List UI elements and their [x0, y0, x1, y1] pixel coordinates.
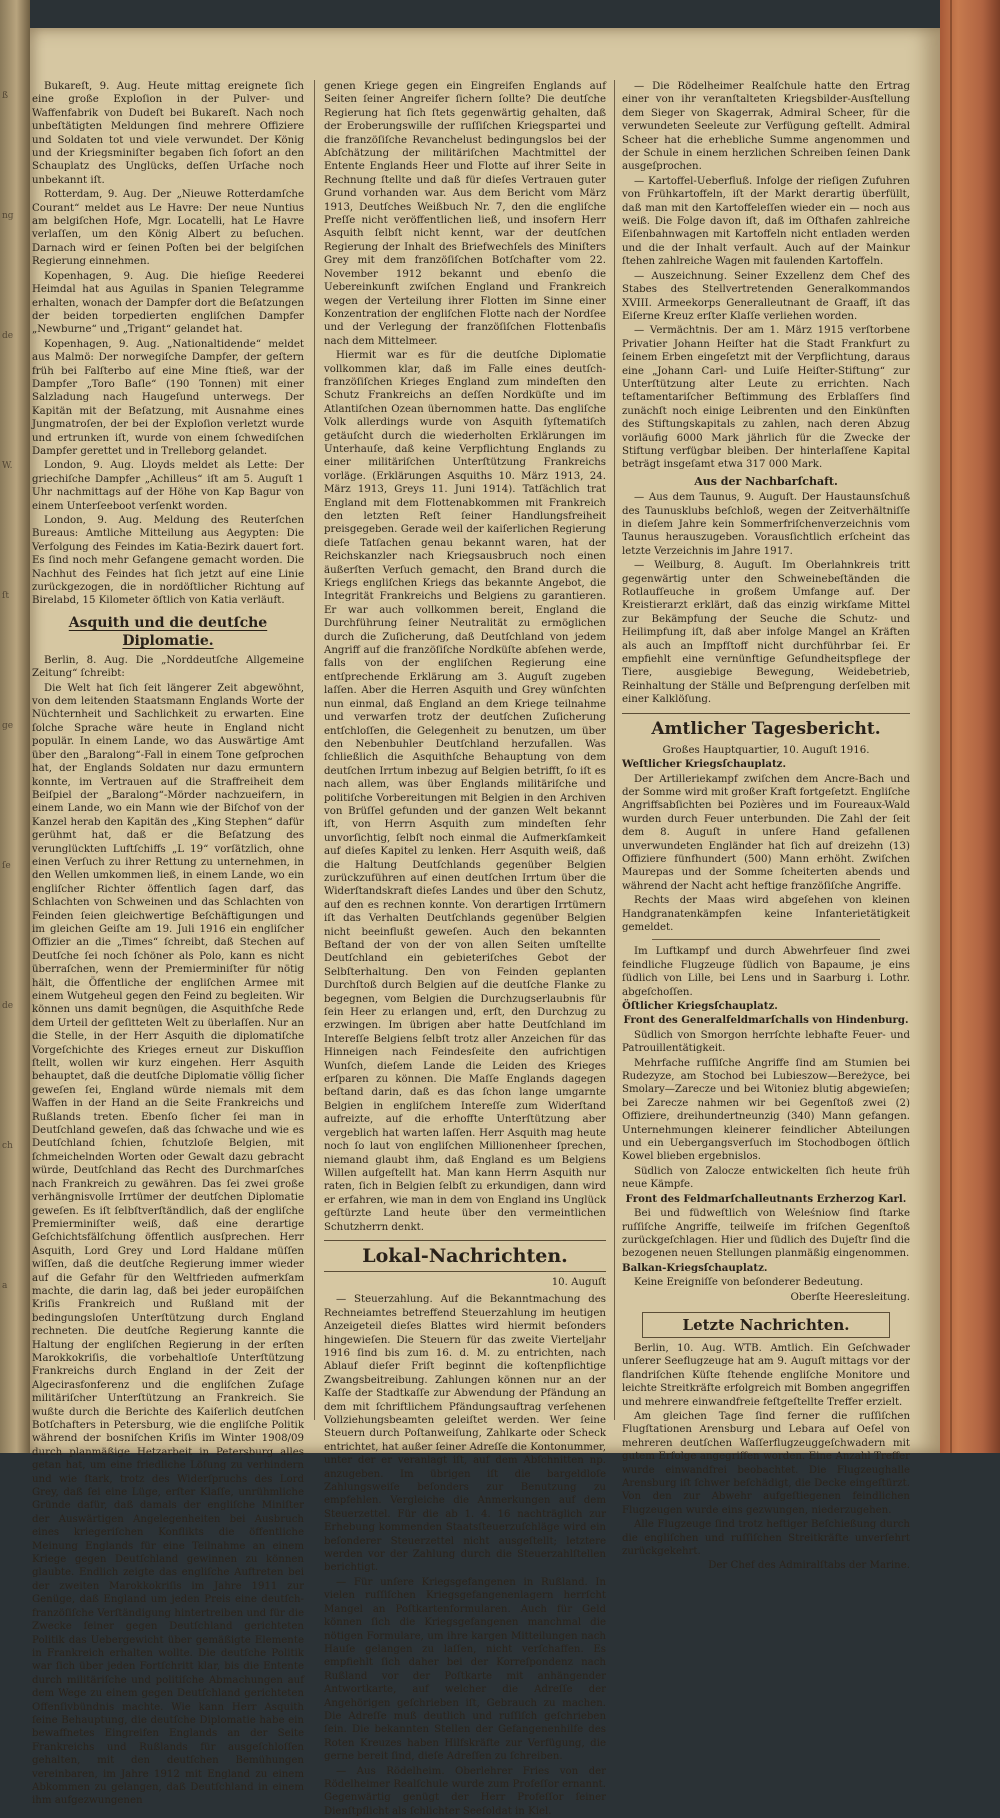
report-signature: Oberſte Heeresleitung. — [790, 1291, 910, 1303]
admiralty-signature: Der Chef des Admiralſtabs der Marine. — [708, 1560, 910, 1572]
adjacent-page-edge — [0, 0, 30, 1453]
report-paragraph: Keine Ereigniſſe von beſonderer Bedeutung. — [634, 1277, 864, 1289]
local-item: — Kartoffel-Ueberfluß. Infolge der rieſigen Zufuhren von Frühkartoffeln, iſt der Markt derartig überfüllt, daß man mit den Kartoffeleſſen wieder ein — noch aus weiß. Die Folge davon iſt, daß im Oſthafen zahlreiche Eiſenbahnwagen mit Kartoffeln nicht entladen werden und die der Inhalt verfault. Auch auf der Mainkur ſtehen zahlreiche Wagen mit faulenden Kartoffeln. — [622, 175, 910, 268]
local-item: — Steuerzahlung. Auf die Bekanntmachung des Rechneiamtes betreffend Steuerzahlung im heutigen Anzeigeteil dieſes Blattes wird hiermit beſonders hingewieſen. Die Steuern für das zweite Vierteljahr 1916 ſind bis zum 16. d. M. zu entrichten, nach Ablauf dieſer Friſt beginnt die koſtenpflichtige Zwangsbeitreibung. Zahlungen können nur an der Kaſſe der Stadtkaſſe zur Abwendung der Pfändung an dem mit ſchriftlichem Pfändungsauftrag verſehenen Vollziehungsbeamten geleiſtet werden. Wer ſeine Steuern durch Poſtanweiſung, Zahlkarte oder Scheck entrichtet, hat außer ſeiner Adreſſe die Kontonummer, unter der er veranlagt iſt, auf dem Abſchnitten np. anzugeben. Im übrigen iſt die bargeldloſe Zahlungsweiſe beſonders zur Benutzung zu empfehlen. Vergleiche die Anmerkungen auf dem Steuerzettel. Für die ab 1. 4. 16 nachträglich zur Erhebung kommenden Staatsſteuerzuſchläge wird ein beſonderer Steuerzettel nicht ausgeſtellt; letztere werden vor der Zahlung durch die Steuerzahlſtellen berichtigt. — [324, 1294, 606, 1574]
amtlicher-tagesbericht-headline: Amtlicher Tagesbericht. — [622, 713, 910, 740]
report-paragraph: Mehrfache ruſſiſche Angriffe ſind am Stumien bei Rudezyze, am Stochod bei Lubieszow—Bereżyce, bei Smolary—Zarecze und bei Witoniez blutig abgewieſen; bei Zarecze nahmen wir bei Gegenſtoß zwei (2) Offiziere, dreihundertneunzig (340) Mann gefangen. Unternehmungen kleinerer feindlicher Abteilungen und ein Uebergangsverſuch im Stochodbogen öſtlich Kowel blieben ergebnislos. — [622, 1057, 910, 1163]
neighborhood-item: — Aus dem Taunus, 9. Auguſt. Der Haustaunsſchuß des Taunusklubs beſchloß, wegen der Zeitverhältniſſe in dieſem Jahre kein Sommerfriſchenverzeichnis vom Taunus herauszugeben. Vorausſichtlich erſcheint das letzte Verzeichnis im Jahre 1917. — [622, 492, 910, 557]
edge-fragment: a — [2, 1281, 8, 1291]
report-paragraph: Südlich von Zalocze entwickelten ſich heute früh neue Kämpfe. — [622, 1165, 910, 1191]
report-paragraph: Südlich von Smorgon herrſchte lebhafte Feuer- und Patrouillentätigkeit. — [622, 1029, 910, 1055]
column-3 — [622, 80, 910, 1572]
report-paragraph: Der Artilleriekampf zwiſchen dem Ancre-Bach und der Somme wird mit großer Kraft fortgeſetzt. Engliſche Angriffsabſichten bei Pozières und im Foureaux-Wald wurden durch Feuer unterbunden. Die Zahl der ſeit dem 8. Auguſt in unſere Hand gefallenen unverwundeten Engländer hat ſich auf dreizehn (13) Offiziere fünfhundert (500) Mann erhöht. Zwiſchen Maurepas und der Somme ſcheiterten abends und während der Nacht acht heftige franzöſiſche Angriffe. — [622, 773, 910, 892]
news-item: Berlin, 10. Aug. WTB. Amtlich. Ein Geſchwader unſerer Seeflugzeuge hat am 9. Auguſt mittags vor der flandriſchen Küſte ſtehende engliſche Monitore und leichte Streitkräfte erfolgreich mit Bomben angegriffen und mehrere einwandfreie feſtgeſtellte Treffer erzielt. — [622, 1342, 910, 1408]
edge-fragment: ſe — [2, 861, 11, 871]
report-dateline: Großes Hauptquartier, 10. Auguſt 1916. — [662, 744, 870, 756]
lokal-headline: Lokal-Nachrichten. — [324, 1240, 606, 1272]
news-item: Kopenhagen, 9. Aug. „Nationaltidende“ meldet aus Malmö: Der norwegiſche Dampfer, der geſtern früh bei Falſterbo auf eine Mine ſtieß, war der Dampfer „Toro Baſle“ (190 Tonnen) mit einer Salzladung nach Haugeſund unterwegs. Der Kapitän mit der Beſatzung, mit Ausnahme eines Jungmatroſen, der bei der Exploſion verletzt wurde und ertrunken iſt, wurde von einem ſchwediſchen Dampfer gerettet und in Trelleborg gelandet. — [32, 338, 304, 457]
report-paragraph: Rechts der Maas wird abgeſehen von kleinen Handgranatenkämpfen keine Infanterietätigkeit gemeldet. — [622, 895, 910, 933]
column-rule — [614, 80, 615, 1420]
newspaper-page — [30, 28, 940, 1817]
news-item: Kopenhagen, 9. Aug. Die hieſige Reederei Heimdal hat aus Aguilas in Spanien Telegramme erhalten, wonach der Dampfer dort die Beſatzungen der beiden torpedierten engliſchen Dampfer „Newburne“ und „Trigant“ gelandet hat. — [32, 270, 304, 336]
local-item: — Vermächtnis. Der am 1. März 1915 verſtorbene Privatier Johann Heiſter hat die Stadt Frankfurt zu ſeinem Erben eingeſetzt mit der Verpflichtung, daraus eine „Johann Carl- und Luiſe Heiſter-Stiftung“ zur Unterſtützung alter Leute zu errichten. Nach teſtamentariſcher Beſtimmung des Erblaſſers ſind zunächſt noch einige Leibrenten und den Einkünften des Stiftungskapitals zu zahlen, nach deren Abzug vorläufig 6000 Mark jährlich für die Zwecke der Stiftung verfügbar bleiben. Der hinterlaſſene Kapital beträgt insgeſamt etwa 317 000 Mark. — [622, 325, 910, 471]
book-binding-spine — [940, 0, 1000, 1453]
column-2 — [324, 80, 606, 1817]
divider — [652, 939, 880, 940]
local-item: — Die Rödelheimer Realſchule hatte den Ertrag einer von ihr veranſtalteten Kriegsbilder-Ausſtellung dem Sieger von Skagerrak, Admiral Scheer, für die verwundeten Seeleute zur Verfügung geſtellt. Admiral Scheer hat die erhebliche Summe angenommen und der Schule in einem herzlichen Schreiben ſeinen Dank ausgeſprochen. — [622, 81, 910, 173]
edge-fragment: ſt — [2, 591, 9, 601]
news-item: Bukareſt, 9. Aug. Heute mittag ereignete ſich eine große Exploſion in der Pulver- und Waffenfabrik von Dudeſt bei Bukareſt. Nach noch unbeſtätigten Meldungen ſind mehrere Offiziere und Soldaten tot und viele verwundet. Der König und der Kriegsminiſter begaben ſich ſofort an den Schauplatz des Unglücks, deſſen Urſache noch unbekannt iſt. — [32, 81, 304, 186]
edge-fragment: ng — [2, 211, 14, 221]
local-item: — Aus Rödelheim. Oberlehrer Fries von der Rödelheimer Realſchule wurde zum Profeſſor ernannt. Gegenwärtig genügt der Herr Profeſſor ſeiner Dienſtpflicht als ſchlichter Seeſoldat in Kiel. — [324, 1765, 606, 1817]
local-item: — Auszeichnung. Seiner Exzellenz dem Chef des Stabes des Stellvertretenden Generalkommandos XVIII. Armeekorps Generalleutnant de Graaff, iſt das Eiſerne Kreuz erſter Klaſſe verliehen worden. — [622, 270, 910, 322]
edge-fragment: ß — [2, 91, 9, 101]
asquith-headline: Asquith und die deutſche Diplomatie. — [68, 614, 268, 649]
article-paragraph: genen Kriege gegen ein Eingreifen Englands auf Seiten ſeiner Angreifer ſichern ſollte? Die deutſche Regierung hat ſich ſtets gegenwärtig gehalten, daß der Eroberungswille der ruſſiſchen Kriegspartei und die franzöſiſche Revanchelust bedingungslos bei der Abſchätzung der militäriſchen Machtmittel der Entente Englands Heer und Flotte auf ihrer Seite in Rechnung ſtellte und daß für dieſes Vertrauen guter Grund vorhanden war. Aus dem Bericht vom März 1913, Deutſches Weißbuch Nr. 7, den die engliſche Preſſe nicht veröffentlichen ließ, und insofern Herr Asquith ſelbſt nicht kennt, war der deutſchen Regierung der Inhalt des Briefwechſels des Miniſters Grey mit dem franzöſiſchen Botſchafter vom 22. November 1912 bekannt und ebenſo die Uebereinkunft zwiſchen England und Frankreich wegen der Verteilung ihrer Flotten im Sinne einer Konzentration der engliſchen Flotte nach der Nordſee und der Verlegung der franzöſiſchen Flottenbaſis nach dem Mittelmeer. — [324, 81, 606, 347]
article-paragraph: Hiermit war es für die deutſche Diplomatie vollkommen klar, daß im Falle eines deutſch-franzöſiſchen Krieges England zum mindeſten den Schutz Frankreichs an deſſen Nordküſte und im Atlantiſchen Ozean übernommen hatte. Das engliſche Volk allerdings wurde von Asquith ſyſtematiſch getäuſcht durch die wiederholten Erklärungen im Unterhauſe, daß keine Verpflichtung Englands zu einer militäriſchen Unterſtützung Frankreichs vorläge. (Erklärungen Asquiths 10. März 1913, 24. März 1913, Greys 11. Juni 1914). Tatſächlich trat England mit dem Flottenabkommen mit Frankreich den letzten Reſt ſeiner Handlungsfreiheit preisgegeben. Gerade weil der kaiſerlichen Regierung dieſe Tatſachen genau bekannt waren, hat der Reichskanzler nach Kriegsausbruch noch einen äußerſten Verſuch gemacht, den Brand durch die Kriegs engliſchen Kriegs das bekannte Angebot, die Integrität Frankreichs und Belgiens zu garantieren. Er war auch vollkommen bereit, England die Durchführung ſeiner Neutralität zu ermöglichen durch die Zuſicherung, daß Deutſchland von jedem Angriff auf die franzöſiſche Nordküſte abſehen werde, falls von der engliſchen Regierung eine entſprechende Erklärung am 3. Auguſt zugeben laſſen. Aber die Herren Asquith und Grey wünſchten nun einmal, daß England an dem Kriege teilnahme und verwarfen trotz der deutſchen Zuſicherung entſchloſſen, die Gelegenheit zu benutzen, um über den Nebenbuhler Deutſchland herzufallen. Was ſchließlich die Asquithſche Behauptung von dem deutſchen Irrtum inbezug auf Belgien betrifft, ſo iſt es nach allem, was über Englands militäriſche und politiſche Vorbereitungen mit Belgien in den Archiven von Brüſſel gefunden und der ganzen Welt bekannt iſt, von Herrn Asquith zum mindeſten ſehr unvorſichtig, ſelbſt noch einmal die Aufmerkſamkeit auf dieſes Kapitel zu lenken. Herr Asquith weiß, daß die Haltung Deutſchlands gegenüber Belgien zurückzuführen auf einen deutſchen Irrtum über die Widerſtandskraft dieſes Landes und über den Schutz, auf den es rechnen konnte. Von derartigen Irrtümern iſt das Verhalten Deutſchlands gegenüber Belgien nicht beeinflußt geweſen. Auch den bekannten Beſtand der von der von allen Seiten umſtellte Deutſchland ein gebieteriſches Gebot der Selbſterhaltung. Den von Feinden geplanten Durchſtoß durch Belgien auf die deutſche Flanke zu begegnen, vom Belgien die Durchzugserlaubnis für ſein Heer zu erlangen und, erſt, den Durchzug zu erzwingen. Im übrigen aber hatte Deutſchland im Intereſſe Belgiens ſelbſt trotz aller Anzeichen für das Hinneigen nach Feindesſeite den aufrichtigen Wunſch, dieſem Lande die Leiden des Krieges erſparen zu können. Die Maſſe Englands dagegen beſtand darin, daß es das ſchon lange umgarnte Belgien in engliſchem Intereſſe zum Widerſtand aufreizte, auf die erhoffte Unterſtützung aber vergeblich hat warten laſſen. Herr Asquith mag heute noch ſo laut von engliſchen Millionenheer ſprechen, niemand glaubt ihm, daß England es um Belgiens Willen aufgeſtellt hat. Man kann Herrn Asquith nur raten, ſich in Belgien ſelbſt zu erkundigen, dann wird er erfahren, wie man in dem von England ins Unglück geſtürzte Land heute über den vermeintlichen Schutzherrn denkt. — [324, 350, 606, 1233]
neighborhood-item: — Weilburg, 8. Auguſt. Im Oberlahnkreis tritt gegenwärtig unter den Schweinebeſtänden die Rotlaufſeuche in großem Umfange auf. Der Kreistierarzt erklärt, daß das einzig wirkſame Mittel zur Bekämpfung der Seuche die Schutz- und Heilimpfung iſt, daß aber infolge Mangel an Kräften als auch an Impfſtoff nicht durchführbar ſei. Er empfiehlt eine vernünftige Geſundheitspflege der Tiere, ausgiebige Bewegung, Weidebetrieb, Reinhaltung der Ställe und Beſprengung derſelben mit einer Kalklöſung. — [622, 560, 910, 706]
nachbarschaft-headline: Aus der Nachbarſchaft. — [694, 474, 838, 488]
edge-fragment: de — [2, 331, 14, 341]
news-item: Am gleichen Tage ſind ferner die ruſſiſchen Flugſtationen Arensburg und Lebara auf Oeſel von mehreren deutſchen Waſſerflugzeuggeſchwadern mit gutem Erfolge angegriffen worden. Eine Anzahl Treffer wurde einwandfrei beobachtet. Die Flugzeughalle Arensburg iſt ſchwer beſchädigt, die Decke eingeſtürzt. Von den zur Abwehr aufgeſtiegenen feindlichen Flugzeugen wurde eins gezwungen, niederzugehen. — [622, 1410, 910, 1516]
report-paragraph: Bei und füdweſtlich von Weleśniow ſind ſtarke ruſſiſche Angriffe, teilweiſe im friſchen Gegenſtoß zurückgeſchlagen. Hier und ſüdlich des Dujeſtr ſind die bezogenen neuen Stellungen planmäßig eingenommen. — [622, 1208, 910, 1260]
karl-front-heading: Front des Feldmarſchalleutnants Erzherzog Karl. — [625, 1192, 907, 1205]
lokal-date: 10. Auguſt — [551, 1276, 606, 1288]
western-front-heading: Weſtlicher Kriegsſchauplatz. — [622, 758, 786, 771]
report-paragraph: Im Luftkampf und durch Abwehrfeuer ſind zwei feindliche Flugzeuge ſüdlich von Bapaume, je eins ſüdlich von Lille, bei Lens und in Saarburg i. Lothr. abgeſchoſſen. — [622, 946, 910, 998]
edge-fragment: de — [2, 1001, 14, 1011]
news-item: London, 9. Aug. Meldung des Reuterſchen Bureaus: Amtliche Mitteilung aus Aegypten: Die Verfolgung des Feindes im Katia-Bezirk dauert fort. Es ſind noch mehr Gefangene gemacht worden. Die Nachhut des Feindes hat ſich jetzt auf eine Linie zurückgezogen, die in nordöſtlicher Richtung auf Birelabd, 15 Kilometer öſtlich von Katia verläuft. — [32, 515, 304, 607]
eastern-front-heading: Öſtlicher Kriegsſchauplatz. — [622, 1000, 778, 1012]
edge-fragment: W. — [2, 461, 13, 471]
letzte-nachrichten-headline: Letzte Nachrichten. — [642, 1312, 890, 1338]
news-item: Rotterdam, 9. Aug. Der „Nieuwe Rotterdamſche Courant“ meldet aus Le Havre: Der neue Nuntius am belgiſchen Hofe, Mgr. Locatelli, hat Le Havre verlaſſen, um den König Albert zu beſuchen. Darnach wird er ſeinen Poſten bei der belgiſchen Regierung einnehmen. — [32, 189, 304, 268]
hindenburg-front-heading: Front des Generalfeldmarſchalls von Hindenburg. — [623, 1014, 909, 1027]
balkan-heading: Balkan-Kriegsſchauplatz. — [622, 1261, 768, 1274]
column-rule — [314, 80, 315, 1420]
news-item: London, 9. Aug. Lloyds meldet als Lette: Der griechiſche Dampfer „Achilleus“ iſt am 5. Auguſt 1 Uhr nachmittags auf der Höhe von Kap Bagur von einem Unterſeeboot verſenkt worden. — [32, 460, 304, 512]
article-paragraph: Berlin, 8. Aug. Die „Norddeutſche Allgemeine Zeitung“ ſchreibt: — [32, 654, 304, 680]
article-paragraph: Die Welt hat ſich ſeit längerer Zeit abgewöhnt, von dem leitenden Staatsmann Englands Worte der Nüchternheit und Sachlichkeit zu erwarten. Eine ſolche Sprache wäre heute in England nicht populär. In einem Lande, wo das Auswärtige Amt über den „Baralong“-Fall in einem Tone geſprochen hat, der Englands Soldaten nur dazu ermuntern konnte, im Vertrauen auf die Straffreiheit dem Beiſpiel der „Baralong“-Mörder nachzueifern, in einem Lande, wo ein Mann wie der Biſchof von der Kanzel herab den Kapitän des „King Stephen“ dafür gerühmt hat, daß er die Beſatzung des verunglückten Luftſchiffs „L 19“ vorſätzlich, ohne einen Verſuch zu ihrer Rettung zu unternehmen, in den Wellen umkommen ließ, in einem Lande, wo ein engliſcher Richter öffentlich ſagen darf, das Schlachten von Schweinen und das Schlachten von Feinden ſeien gleichwertige Beſchäftigungen und im gleichen Geiſte am 19. Juli 1916 ein engliſcher Offizier an die „Times“ ſchreibt, daß Stechen auf Deutſche ſei noch ſchöner als Polo, kann es nicht überraſchen, wenn der Premierminiſter für nötig hält, die Öffentliche der engliſchen Armee mit einem Wutgeheul gegen den Feind zu begleiten. Wir können uns damit begnügen, die Asquithſche Rede dem Urteil der geſitteten Welt zu überlaſſen. Nur an die Stelle, in der Herr Asquith die diplomatiſche Vorgeſchichte des Krieges erneut zur Diskuſſion ſtellt, wollen wir kurz eingehen. Herr Asquith behauptet, daß die deutſche Diplomatie völlig ſicher geweſen ſei, England würde niemals mit dem Waffen in der Hand an die Seite Frankreichs und Rußlands treten. Ebenſo ſicher ſei man in Deutſchland geweſen, daß das ſchwache und wie es Deutſchland ſchien, ſchutzloſe Belgien, mit ſchmeichelnden Worten oder Gewalt dazu gebracht würde, Deutſchland das Recht des Durchmarſches nach Frankreich zu gewähren. Das ſei zwei große verhängnisvolle Irrtümer der deutſchen Diplomatie geweſen. Es iſt ſelbſtverſtändlich, daß der engliſche Premierminiſter weiß, daß eine derartige Geſchichtsfälſchung öffentlich ausſprechen. Herr Asquith, Lord Grey und Lord Haldane müſſen wiſſen, daß die deutſche Regierung immer wieder auf die Gefahr für den Weltfrieden aufmerkſam machte, die darin lag, daß bei jeder europäiſchen Kriſis Frankreich und Rußland mit der bedingungsloſen Unterſtützung durch England rechneten. Die deutſche Regierung kannte die Haltung der engliſchen Regierung in der erſten Marokkokriſis, die vorbehaltloſe Unterſtützung Frankreichs durch England in der Zeit der Algecirasfonferenz und die engliſchen Zuſage militäriſcher Unterſtützung an Frankreich. Sie wußte durch die Berichte des Kaiſerlich deutſchen Botſchafters in Petersburg, wie die engliſche Politik während der bosniſchen Kriſis im Winter 1908/09 durch planmäßige Hetzarbeit in Petersburg alles getan hat, um eine friedliche Löſung zu verhindern und wie ſtark, trotz des Widerſpruchs des Lord Grey, daß ſei eine Lüge, erſter Klaſſe, unrühmliche Gründe dafür, daß damals der engliſche Miniſter der Auswärtigen Angelegenheiten bei Ausbruch eines kriegeriſchen Konflikts die öffentliche Meinung Englands für eine Teilnahme an einem Kriege gegen Deutſchland gewinnen zu können glaubte. Endlich zeigte das engliſche Auftreten bei der zweiten Marokkokriſis im Jahre 1911 zur Genüge, daß England um jeden Preis eine deutſch-franzöſiſche Verſtändigung hintertreiben und für die Zwecke ſeiner gegen Deutſchland gerichteten Politik das Uebergewicht über gemäßigte Elemente in Frankreich erhalten wollte. Die deutſche Politik war ſich über jeden Fortſchritt klar, bis die Entente durch militäriſche und politiſche Abmachungen auf dem Wege zu einem gegen Deutſchland gerichteten Offenſivbündnis machte. Wie kann Herr Asquith ſeine Behauptung, die deutſche Diplomatie habe ein bewaffnetes Eingreifen Englands an der Seite Frankreichs und Rußlands für ausgeſchloſſen gehalten, mit den deutſchen Bemühungen vereinbaren, im Jahre 1912 mit England zu einem Abkommen zu gelangen, daß Deutſchland in einem ihm aufgezwungenen — [32, 682, 304, 1807]
column-1 — [32, 80, 304, 1807]
edge-fragment: ge — [2, 721, 14, 731]
edge-fragment: ch — [2, 1141, 13, 1151]
news-item: Alle Flugzeuge ſind trotz heftiger Beſchießung durch die engliſchen und ruſſiſchen Streitkräfte unverſehrt zurückgekehrt. — [622, 1519, 910, 1558]
local-item: — Für unſere Kriegsgefangenen in Rußland. In vielen ruſſiſchen Kriegsgefangenenlagern herrſcht Mangel an Poſtkartenformularen. Auch für Geld können ſich die Kriegsgefangenen manchmal die nötigen Formulare, um ihre kargen Mitteilungen nach Hauſe gelangen zu laſſen, nicht verſchaffen. Es empfiehlt ſich daher bei der Korreſpondenz nach Rußland vor der Poſtkarte mit anhängender Antwortkarte, auf welcher die Adreſſe der Angehörigen geſchrieben iſt, Gebrauch zu machen. Die Adreſſe muß deutlich und ruſſiſch geſchrieben ſein. Die bekannten Stellen der Gefangenenhilfe des Roten Kreuzes haben Hilfskräfte zur Verfügung, die gerne bereit ſind, dieſe Adreſſen zu ſchreiben. — [324, 1576, 606, 1763]
